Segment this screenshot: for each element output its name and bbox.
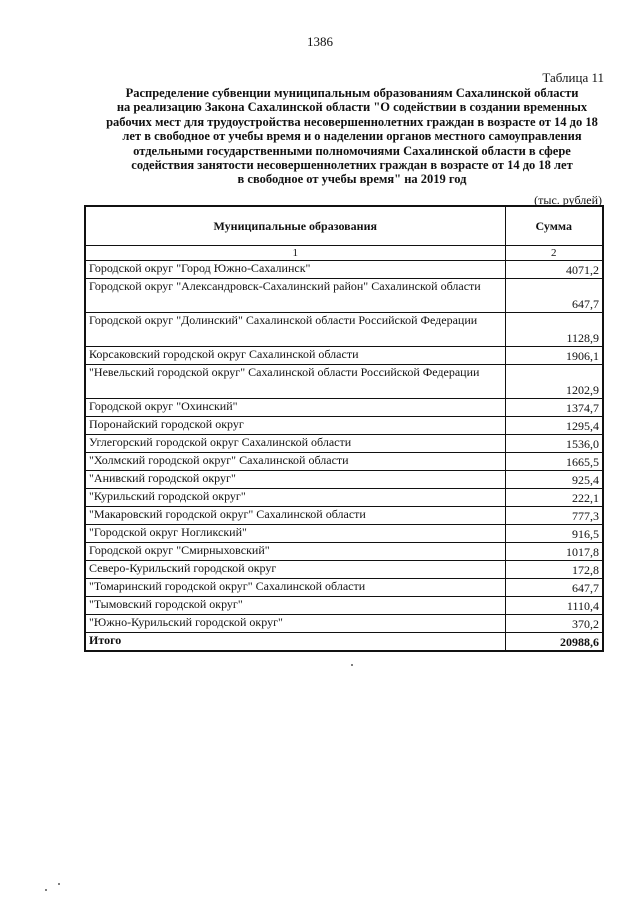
municipality-sum: 925,4 <box>505 471 603 489</box>
table-row <box>85 561 603 579</box>
table-row <box>85 579 603 597</box>
column-number-row <box>85 246 603 261</box>
municipality-sum: 1128,9 <box>505 313 603 347</box>
municipality-sum: 172,8 <box>505 561 603 579</box>
municipality-name: "Анивский городской округ" <box>85 471 505 489</box>
municipality-name: "Городской округ Ногликский" <box>85 525 505 543</box>
scan-speck <box>45 889 47 891</box>
table-row <box>85 543 603 561</box>
municipality-sum: 1295,4 <box>505 417 603 435</box>
municipality-name: Городской округ "Александровск-Сахалинский район" Сахалинской области <box>85 279 505 313</box>
table-row <box>85 525 603 543</box>
municipality-sum: 222,1 <box>505 489 603 507</box>
column-number: 1 <box>85 246 505 261</box>
table-row <box>85 347 603 365</box>
header-municipalities: Муниципальные образования <box>85 206 505 246</box>
document-title <box>92 86 612 187</box>
municipality-name: "Южно-Курильский городской округ" <box>85 615 505 633</box>
municipality-sum: 647,7 <box>505 279 603 313</box>
header-sum: Сумма <box>505 206 603 246</box>
municipality-name: Северо-Курильский городской округ <box>85 561 505 579</box>
municipality-sum: 647,7 <box>505 579 603 597</box>
title-line: отдельными государственными полномочиями Сахалинской области в сфере <box>133 143 571 158</box>
municipality-name: "Курильский городской округ" <box>85 489 505 507</box>
municipality-sum: 916,5 <box>505 525 603 543</box>
municipality-name: Углегорский городской округ Сахалинской области <box>85 435 505 453</box>
table-row <box>85 399 603 417</box>
municipality-sum: 370,2 <box>505 615 603 633</box>
table-row <box>85 417 603 435</box>
table-row <box>85 313 603 347</box>
table-row <box>85 597 603 615</box>
table-row <box>85 471 603 489</box>
column-number: 2 <box>505 246 603 261</box>
table-row <box>85 453 603 471</box>
scan-speck <box>351 664 353 666</box>
municipality-name: Городской округ "Долинский" Сахалинской области Российской Федерации <box>85 313 505 347</box>
scan-speck <box>58 883 60 885</box>
title-line: лет в свободное от учебы время и о наделении органов местного самоуправления <box>122 129 582 144</box>
municipality-name: "Холмский городской округ" Сахалинской области <box>85 453 505 471</box>
table-row <box>85 261 603 279</box>
municipality-sum: 777,3 <box>505 507 603 525</box>
table-row <box>85 507 603 525</box>
total-row <box>85 633 603 652</box>
municipality-name: Городской округ "Смирныховский" <box>85 543 505 561</box>
municipality-sum: 1665,5 <box>505 453 603 471</box>
municipality-name: Городской округ "Город Южно-Сахалинск" <box>85 261 505 279</box>
municipality-sum: 1906,1 <box>505 347 603 365</box>
municipality-sum: 4071,2 <box>505 261 603 279</box>
table-row <box>85 435 603 453</box>
table-row <box>85 615 603 633</box>
title-line: на реализацию Закона Сахалинской области "О содействии в создании временных <box>116 100 588 115</box>
title-line: в свободное от учебы время" на 2019 год <box>237 172 467 187</box>
title-line: рабочих мест для трудоустройства несовершеннолетних граждан в возрасте от 14 до 18 <box>106 114 598 129</box>
municipality-sum: 1536,0 <box>505 435 603 453</box>
municipality-name: "Тымовский городской округ" <box>85 597 505 615</box>
page-number: 1386 <box>307 34 333 49</box>
units-label: (тыс. рублей) <box>534 193 602 207</box>
total-label: Итого <box>85 633 505 652</box>
title-line: содействия занятости несовершеннолетних граждан в возрасте от 14 до 18 лет <box>131 158 573 173</box>
municipality-name: "Макаровский городской округ" Сахалинской области <box>85 507 505 525</box>
municipality-name: "Томаринский городской округ" Сахалинской области <box>85 579 505 597</box>
municipality-sum: 1374,7 <box>505 399 603 417</box>
municipality-name: "Невельский городской округ" Сахалинской области Российской Федерации <box>85 365 505 399</box>
municipality-sum: 1202,9 <box>505 365 603 399</box>
table-label: Таблица 11 <box>542 70 604 85</box>
table-header-row <box>85 206 603 246</box>
table-row <box>85 365 603 399</box>
municipality-sum: 1017,8 <box>505 543 603 561</box>
table-row <box>85 489 603 507</box>
municipality-name: Корсаковский городской округ Сахалинской области <box>85 347 505 365</box>
municipality-sum: 1110,4 <box>505 597 603 615</box>
total-sum: 20988,6 <box>505 633 603 652</box>
title-line: Распределение субвенции муниципальным образованиям Сахалинской области <box>125 86 579 100</box>
municipality-name: Городской округ "Охинский" <box>85 399 505 417</box>
municipality-name: Поронайский городской округ <box>85 417 505 435</box>
table-row <box>85 279 603 313</box>
subvention-table <box>84 205 604 652</box>
